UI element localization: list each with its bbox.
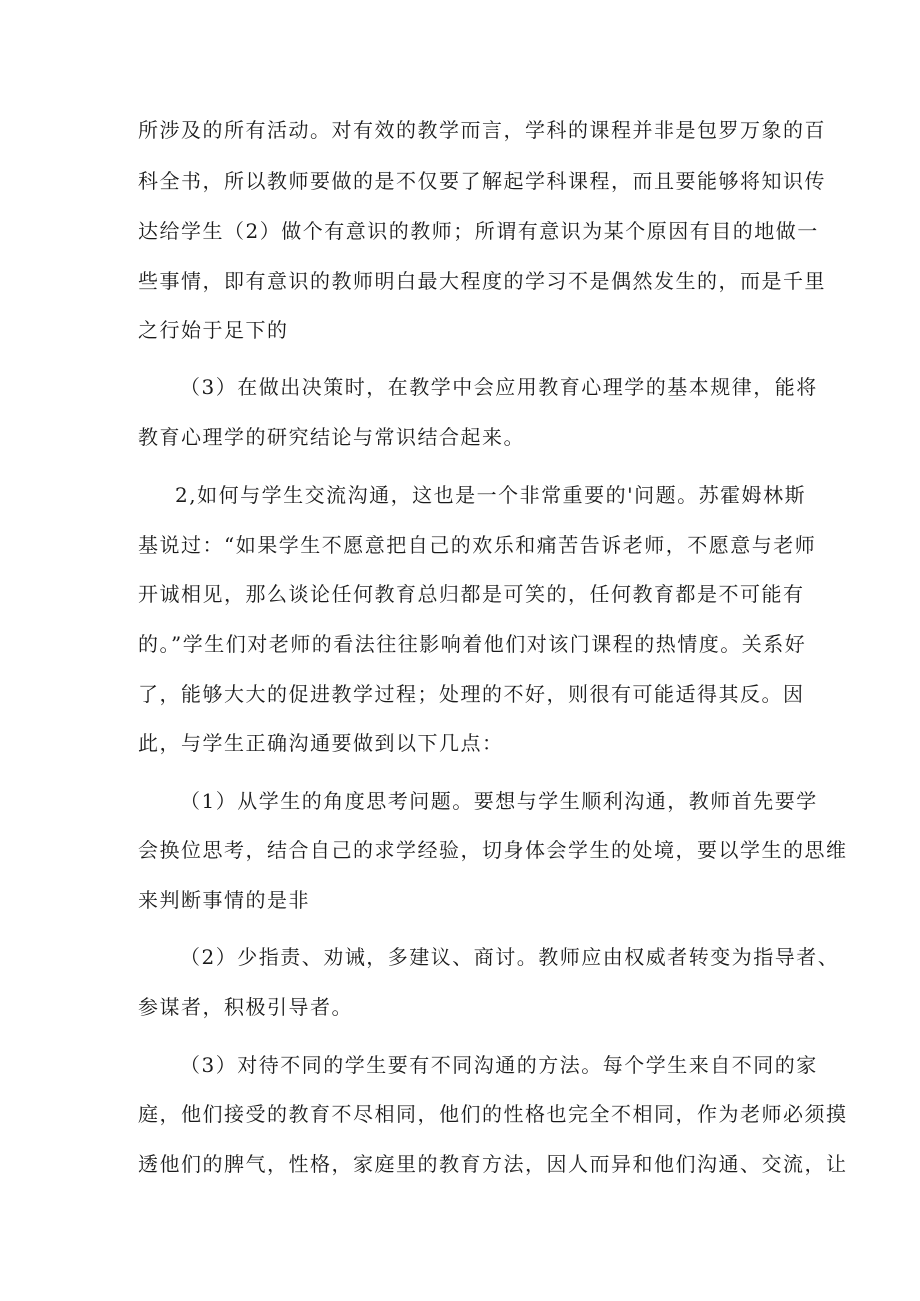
- text-line-16: 来判断事情的是非: [138, 888, 310, 912]
- text-line-21: 透他们的脾气，性格，家庭里的教育方法，因人而异和他们沟通、交流，让: [138, 1152, 848, 1176]
- text-line-17: （2）少指责、劝诫，多建议、商讨。教师应由权威者转变为指导者、: [180, 945, 840, 969]
- text-line-9: 基说过：“如果学生不愿意把自己的欢乐和痛苦告诉老师，不愿意与老师: [138, 533, 817, 557]
- text-line-4: 些事情，即有意识的教师明白最大程度的学习不是偶然发生的，而是千里: [138, 269, 826, 293]
- text-line-5: 之行始于足下的: [138, 318, 289, 342]
- text-line-7: 教育心理学的研究结论与常识结合起来。: [138, 425, 525, 449]
- text-line-2: 科全书，所以教师要做的是不仅要了解起学科课程，而且要能够将知识传: [138, 169, 826, 193]
- text-line-6: （3）在做出决策时，在教学中会应用教育心理学的基本规律，能将: [180, 375, 818, 399]
- text-line-12: 了，能够大大的促进教学过程；处理的不好，则很有可能适得其反。因: [138, 682, 805, 706]
- text-line-8: 2,如何与学生交流沟通，这也是一个非常重要的'问题。苏霍姆林斯: [175, 483, 807, 507]
- text-line-3: 达给学生（2）做个有意识的教师；所谓有意识为某个原因有目的地做一: [138, 219, 819, 243]
- text-line-14: （1）从学生的角度思考问题。要想与学生顺利沟通，教师首先要学: [180, 789, 818, 813]
- text-line-10: 开诚相见，那么谈论任何教育总归都是可笑的，任何教育都是不可能有: [138, 582, 805, 606]
- text-line-20: 庭，他们接受的教育不尽相同，他们的性格也完全不相同，作为老师必须摸: [138, 1102, 848, 1126]
- text-line-19: （3）对待不同的学生要有不同沟通的方法。每个学生来自不同的家: [180, 1053, 818, 1077]
- text-line-18: 参谋者，积极引导者。: [138, 995, 353, 1019]
- text-line-13: 此，与学生正确沟通要做到以下几点：: [138, 731, 504, 755]
- text-line-1: 所涉及的所有活动。对有效的教学而言，学科的课程并非是包罗万象的百: [138, 118, 826, 142]
- text-line-15: 会换位思考，结合自己的求学经验，切身体会学生的处境，要以学生的思维: [138, 838, 848, 862]
- text-line-11: 的。”学生们对老师的看法往往影响着他们对该门课程的热情度。关系好: [138, 632, 807, 656]
